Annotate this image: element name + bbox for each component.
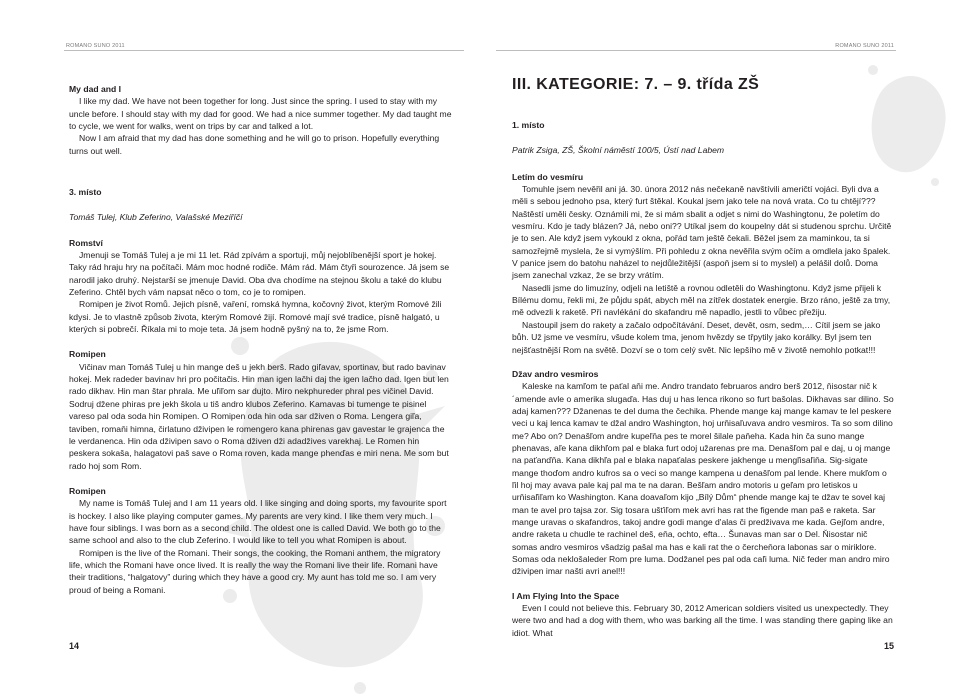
- section-title: Džav andro vesmiros: [512, 368, 599, 379]
- paragraph: Now I am afraid that my dad has done something and he will go to prison. Hopefully everything turns out well.: [69, 133, 440, 156]
- section-title: Romství: [69, 237, 103, 248]
- page-number: 14: [69, 641, 80, 651]
- paragraph: Nastoupil jsem do rakety a začalo odpočítávání. Deset, devět, osm, sedm,… Cítil jsem se jako bůh. Už jsme ve vesmíru, všude kolem tma, jenom hvězdy se třpytily jako korálky. Byl jsem ten nejšťastnější Rom na světě. Dozví se o tom celý svět. Nic lepšího mě v životě nemohlo potkat!!!: [512, 319, 881, 355]
- paragraph: Vičinav man Tomáš Tulej u hin mange deš u jekh berš. Rado giľavav, sportinav, but rado bavinav hokej. Mek radeder bavinav hri pro počitačis. Hin man igen lačhi daj the igen lačho dad. Igen but len rado dikhav. Hin man štar phrala. Me uľiľom sar dujto. Miro nekphureder phral pes vičinel David. Sodruj džene phiras pre jekh škola u tiš andro klubos Zeferino. Kamavas bi tumenge te pisinel vareso pal oda soda hin Romipen. O Romipen oda hin oda sar dživen o Roma. Lengera giľa, taviben, romaňi himna, čirlatuno dživipen le romengero kana phirenas gav gavestar le grajenca the le verdanenca. Hin oda dživipen savo o Roma dživen dži adadžives varekhaj. Le Romen hin peskera sokaša, halagatovi paš save o Roma roven, kada mange phenďas e miri nena. Me som but rado hoj som Rom.: [69, 361, 449, 471]
- section-title: Letím do vesmíru: [512, 171, 584, 182]
- paragraph: Nasedli jsme do limuzíny, odjeli na letiště a rovnou odletěli do Washingtonu. Když jsme přijeli k Bílému domu, řekli mi, že půjdu spát, abych měl na zítřek dostatek energie. Brzo ráno, ještě za tmy, mě odvezli k raketě. Při navlékání do skafandru mě napadlo, jestli to vůbec přežiju.: [512, 282, 891, 318]
- section-title: Romipen: [69, 349, 106, 360]
- author-line: Patrik Zsiga, ZŠ, Školní náměstí 100/5, Ústí nad Labem: [512, 145, 725, 156]
- paragraph: Even I could not believe this. February 30, 2012 American soldiers visited us unexpectedly. They were two and had a dog with them, who was barking all the time. I was standing there gaping like an idiot. What: [512, 603, 893, 638]
- place-label: 1. místo: [512, 120, 545, 130]
- paragraph: Kaleske na kamľom te paťal aňi me. Andro trandato februaros andro berš 2012, ňisostar nič k´amende avle o amerika slugaďa. Has duj u has lenca rikono so furt bašolas. Dikhavas sar dilino. So adaj kamen??? Džanenas te del duma the čechika. Phende mange kaj mange kamav te lel peskere veci u kaj lenca kamav te džal andro Washington, hoj urňisaľuvava andro vesmiros. Ta so som dilino me? Abo on? Denašľom andre kupeľňa pes te morel šilale paňeha. Kada hin ča suno mange phenavas, aľe kana dikhľom pal e blaka furt odoj užarenas pre ma. Denašľom pal e daj, u oj mange na paťanďňa. Kana dikhľa pal e blaka napaťalas peskere jakhenge u mengľisaľiňa. Sig-sigate mange thoďom andro kufros sa o veci so mange kampena u denašľom pal lende. Khere mukľom o ľil hoj may avava pale kaj pal ma te na daran. Bešľam andro motoris u geľam pro letiskos u urňisaľiľam ko Washington. Kana doavaľom kijo „Bílý Dům“ phende mange kaj te džav te sovel kaj man te avel pro tajsa zor. Sig tosara ušťiľom mek avri has rat the figende man paš e raketa. Sar mange uravas o skafandros, takoj andre godi mange d'alas či predživava me kada. Gejľom andre, andre raketa u chudle te rachinel deš, eňa, ochto, efta… Šunavas man sar o Del. Ňisostar nič somas andro vesmiros všadzig pašal ma has e kali rat the o čercheňora labonas sar o miriklore. Somas oda neklošaleder Rom pre luma. Dodžanel pes pal oda caľi luma. Nič feder man andro miro dživipen imar našti avri anel!!!: [512, 381, 894, 577]
- paragraph: Jmenuji se Tomáš Tulej a je mi 11 let. Rád zpívám a sportuji, můj nejoblíbenější sport je hokej. Taky rád hraju hry na počítači. Mám moc hodné rodiče. Mám rád. Mám čtyři sourozence. Já jsem se narodil jako druhý. Nejstarší se jmenuje David. Oba dva chodíme na stejnou školu a také do klubu Zeferino. Chtěl bych vám napsat něco o tom, co je to romipen.: [69, 250, 450, 298]
- paragraph: Tomuhle jsem nevěřil ani já. 30. února 2012 nás nečekaně navštívili američtí vojáci. Byli dva a měli s sebou jednoho psa, který furt štěkal. Koukal jsem jako tele na nová vrata. Co tu chtějí??? Naštěstí uměli česky. Oznámili mi, že si mám sbalit a odjet s nimi do Washingtonu, že poletím do vesmíru. Kdo je tady blázen? Já, nebo oni?? Utíkal jsem do koupelny dát si studenou sprchu. Určitě je to sen. Ale když jsem vykoukl z okna, pořád tam ještě čekali. Běžel jsem za maminkou, ta si samozřejmě myslela, že si vymýšlím. Při pohledu z okna nevěřila svým očím a omdlela jako špalek. V panice jsem do batohu naházel to nejdůležitější (aspoň jsem si to myslel) a pelášil dolů. Doma jsem zanechal vzkaz, že se brzy vrátím.: [512, 184, 892, 281]
- paragraph: Romipen is the live of the Romani. Their songs, the cooking, the Romani anthem, the migratory life, which the Romani have once lived. It is really the way the Romani live their life. Romani have their traditions, “halgatovy” during which they have a good cry. My aunt has told me so. I am very proud of being a Romani.: [69, 547, 441, 595]
- running-header-right: ROMANO SUNO 2011: [835, 43, 894, 49]
- running-header-left: ROMANO SUNO 2011: [66, 43, 125, 49]
- paragraph: Romipen je život Romů. Jejich písně, vaření, romská hymna, kočovný život, kterým Romové žili kdysi. Je to vlastně způsob života, kterým Romové žijí. Romové mají své tradice, písně halgató, u kterých si pobrečí. Říkala mi to moje teta. Já jsem hodně pyšný na to, že jsme Rom.: [69, 299, 442, 335]
- essay-english-dad: [69, 83, 452, 157]
- section-title: I Am Flying Into the Space: [512, 590, 620, 601]
- place-label: 3. místo: [69, 187, 102, 197]
- paragraph: I like my dad. We have not been together for long. Just since the spring. I used to stay with my uncle before. I should stay with my dad for good. We had a nice summer together. My dad taught me to cycle, we went for walks, went on trips by car and talked a lot.: [69, 96, 452, 132]
- paragraph: My name is Tomáš Tulej and I am 11 years old. I like singing and doing sports, my favourite sport is hockey. I also like playing computer games. My parents are very kind. I like them very much. I have four siblings. I was born as a second child. The oldest one is called David. We both go to the same school and also to the club Zeferino. I would like to tell you what Romipen is about.: [69, 498, 447, 546]
- page-number: 15: [883, 641, 894, 651]
- essay-title: My dad and I: [69, 84, 122, 94]
- category-heading: III. KATEGORIE: 7. – 9. třída ZŠ: [512, 76, 760, 93]
- section-title: Romipen: [69, 485, 106, 496]
- header-rule-left: [64, 50, 464, 51]
- header-rule-right: [496, 50, 896, 51]
- author-line: Tomáš Tulej, Klub Zeferino, Valašské Meziříčí: [69, 212, 243, 223]
- winner-block-first-place: [512, 119, 895, 639]
- winner-block-third-place: [69, 186, 452, 596]
